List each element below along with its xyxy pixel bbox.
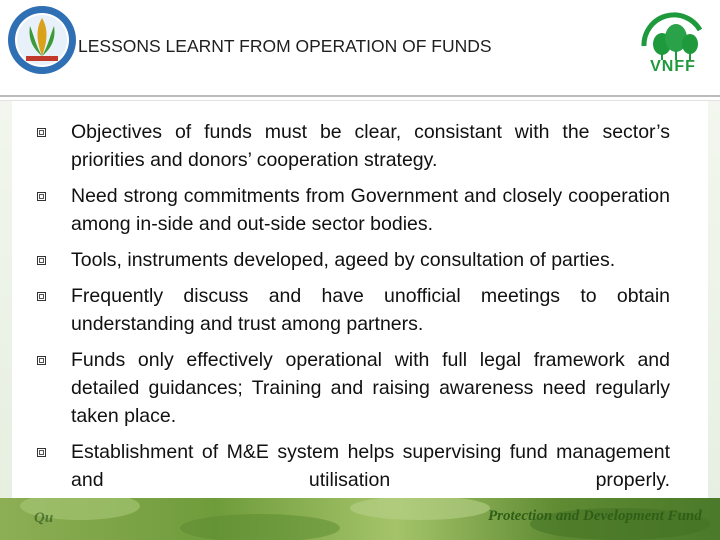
list-item xyxy=(0,182,670,238)
list-item xyxy=(0,346,670,430)
square-bullet-icon xyxy=(37,256,46,265)
slide-title: LESSONS LEARNT FROM OPERATION OF FUNDS xyxy=(78,36,492,56)
bullet-text: Establishment of M&E system helps supervising fund management and utilisation properly. xyxy=(71,441,670,491)
square-bullet-icon xyxy=(37,356,46,365)
list-item xyxy=(0,246,670,274)
bullet-text: Tools, instruments developed, ageed by consultation of parties. xyxy=(71,249,616,271)
bullet-text: Need strong commitments from Government and closely cooperation among in-side and out-side sector bodies. xyxy=(71,185,670,235)
vnff-logo-text: VNFF xyxy=(650,58,696,75)
bullet-text: Objectives of funds must be clear, consistant with the sector’s priorities and donors’ cooperation strategy. xyxy=(71,121,670,171)
list-item xyxy=(0,438,670,494)
bullet-text: Funds only effectively operational with full legal framework and detailed guidances; Training and raising awareness need regularly taken place. xyxy=(71,349,670,427)
slide-header xyxy=(0,0,720,96)
square-bullet-icon xyxy=(37,448,46,457)
list-item xyxy=(0,118,670,174)
list-item xyxy=(0,282,670,338)
ministry-seal-icon xyxy=(6,4,78,76)
footer-left-caption: Qu xyxy=(34,510,54,526)
square-bullet-icon xyxy=(37,192,46,201)
lessons-list xyxy=(0,118,720,502)
title-divider-shadow xyxy=(0,100,720,101)
square-bullet-icon xyxy=(37,292,46,301)
title-divider xyxy=(0,95,720,97)
bullet-text: Frequently discuss and have unofficial meetings to obtain understanding and trust among partners. xyxy=(71,285,670,335)
footer-right-caption: Protection and Development Fund xyxy=(488,508,702,524)
square-bullet-icon xyxy=(37,128,46,137)
